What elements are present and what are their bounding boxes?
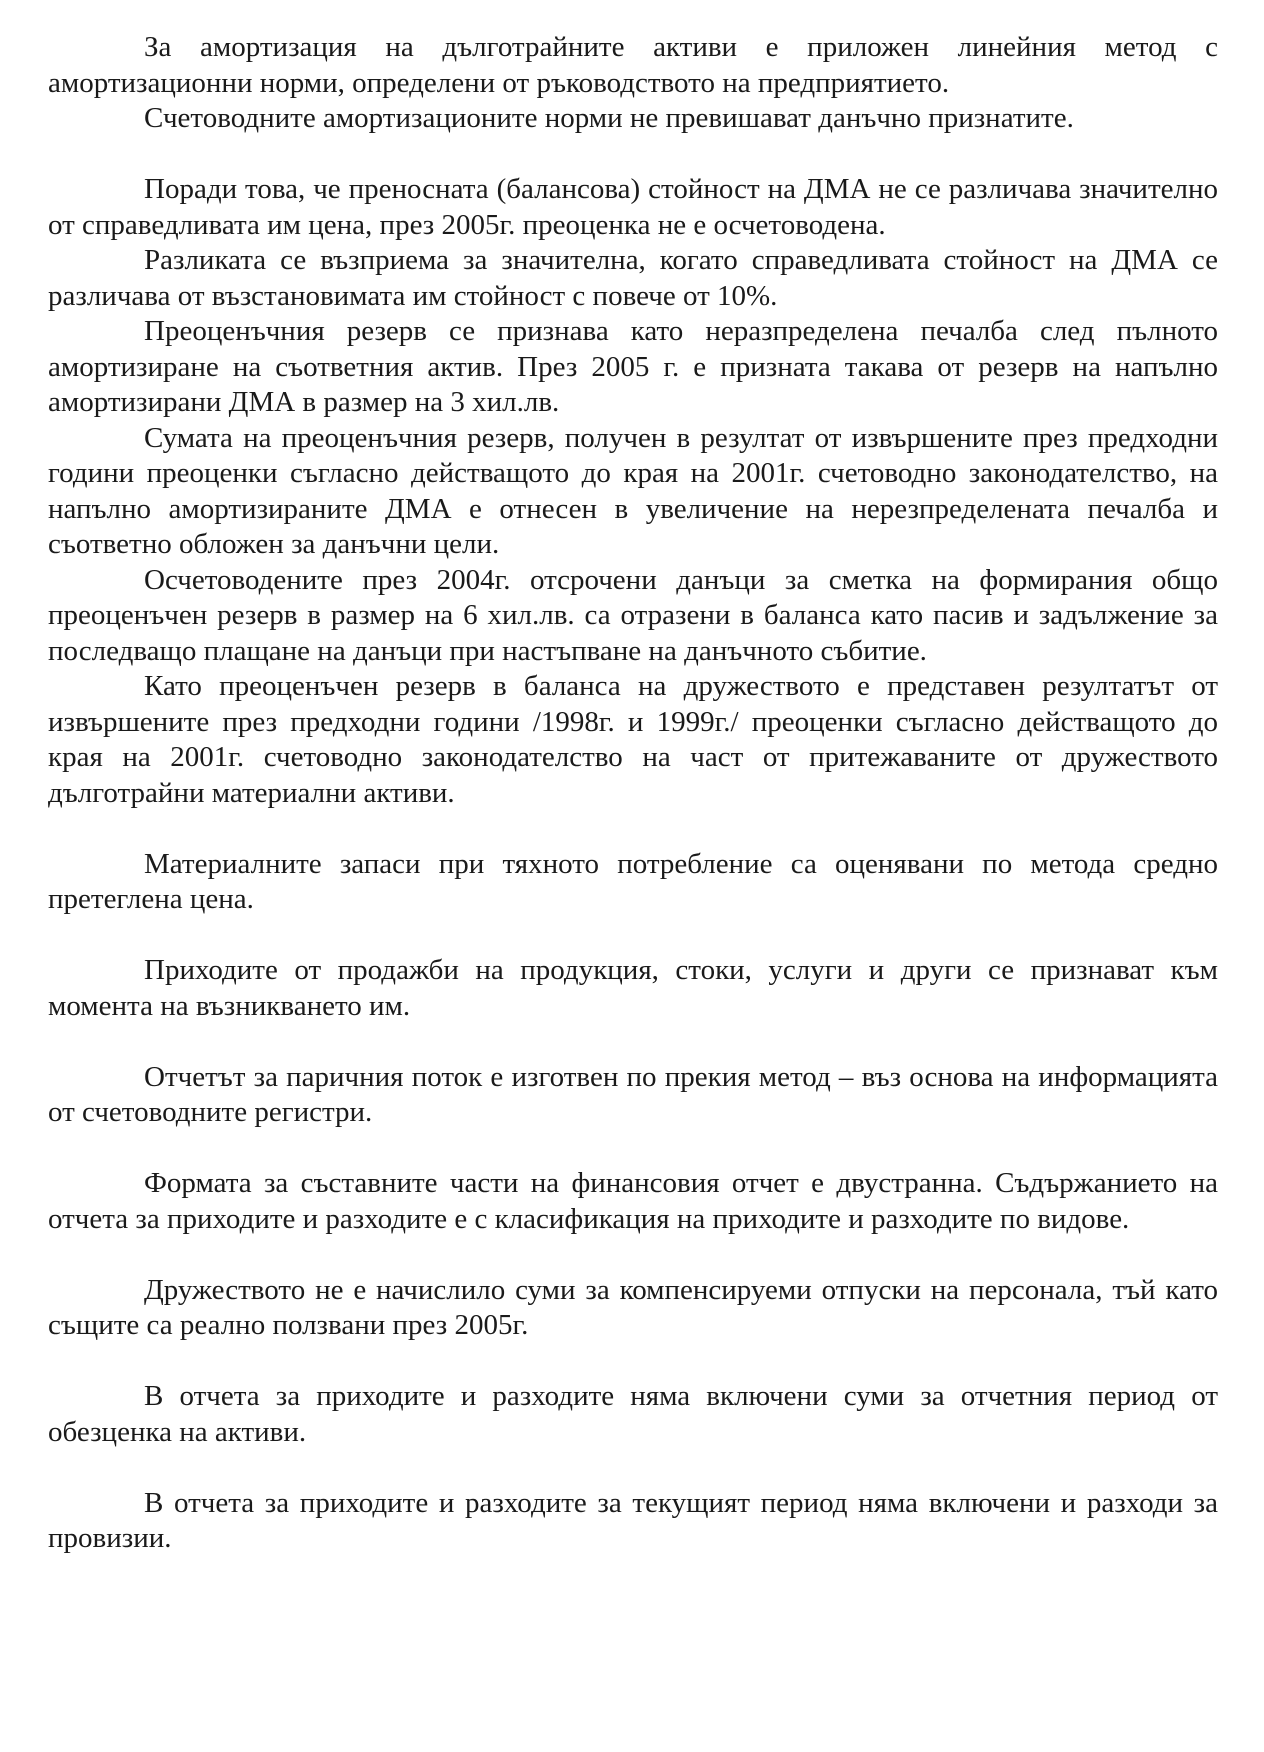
paragraph-impairment: В отчета за приходите и разходите няма включени суми за отчетния период от обезценка на активи.	[48, 1380, 1218, 1448]
paragraph-compensated-absences: Дружеството не е начислило суми за компенсируеми отпуски на персонала, тъй като същите са реално ползвани през 2005г.	[48, 1273, 1218, 1341]
paragraph-deferred-taxes: Осчетоводените през 2004г. отсрочени данъци за сметка на формирания общо преоценъчен резерв в размер на 6 хил.лв. са отразени в баланса като пасив и задължение за последващо плащане на данъци при настъпване на данъчното събитие.	[48, 563, 1218, 667]
paragraph-inventories: Материалните запаси при тяхното потребление са оценявани по метода средно претеглена цена.	[48, 847, 1218, 915]
paragraph-significant-difference: Разликата се възприема за значителна, когато справедливата стойност на ДМА се различава от възстановимата им стойност с повече от 10%.	[48, 244, 1218, 312]
paragraph-report-format: Формата за съставните части на финансовия отчет е двустранна. Съдържанието на отчета за приходите и разходите е с класификация на приходите и разходите по видове.	[48, 1167, 1218, 1235]
paragraph-revaluation-reserve-recognition: Преоценъчния резерв се признава като неразпределена печалба след пълното амортизиране на съответния актив. През 2005 г. е призната такава от резерв на напълно амортизирани ДМА в размер на 3 хил.лв.	[48, 315, 1218, 418]
paragraph-revaluation-reserve-balance: Като преоценъчен резерв в баланса на дружеството е представен резултатът от извършените през предходни години /1998г. и 1999г./ преоценки съгласно действащото до края на 2001г. счетоводно законодателство на част от притежаваните от дружеството дълготрайни материални активи.	[48, 670, 1218, 809]
paragraph-cash-flow: Отчетът за паричния поток е изготвен по прекия метод – въз основа на информацията от счетоводните регистри.	[48, 1060, 1218, 1128]
paragraph-depreciation-rates: Счетоводните амортизационите норми не превишават данъчно признатите.	[144, 102, 1074, 134]
paragraph-revaluation-reserve-sum: Сумата на преоценъчния резерв, получен в резултат от извършените през предходни години преоценки съгласно действащото до края на 2001г. счетоводно законодателство, на напълно амортизираните ДМА е отнесен в увеличение на нерезпределената печалба и съответно обложен за данъчни цели.	[48, 421, 1218, 560]
document-page	[48, 30, 1218, 1557]
paragraph-depreciation-method: За амортизация на дълготрайните активи е приложен линейния метод с амортизационни норми, определени от ръководството на предприятието.	[48, 31, 1218, 99]
paragraph-revenue-recognition: Приходите от продажби на продукция, стоки, услуги и други се признават към момента на възникването им.	[48, 954, 1218, 1022]
paragraph-provisions: В отчета за приходите и разходите за текущият период няма включени и разходи за провизии.	[48, 1486, 1218, 1554]
paragraph-revaluation-not-booked: Поради това, че преносната (балансова) стойност на ДМА не се различава значително от справедливата им цена, през 2005г. преоценка не е осчетоводена.	[48, 173, 1218, 241]
